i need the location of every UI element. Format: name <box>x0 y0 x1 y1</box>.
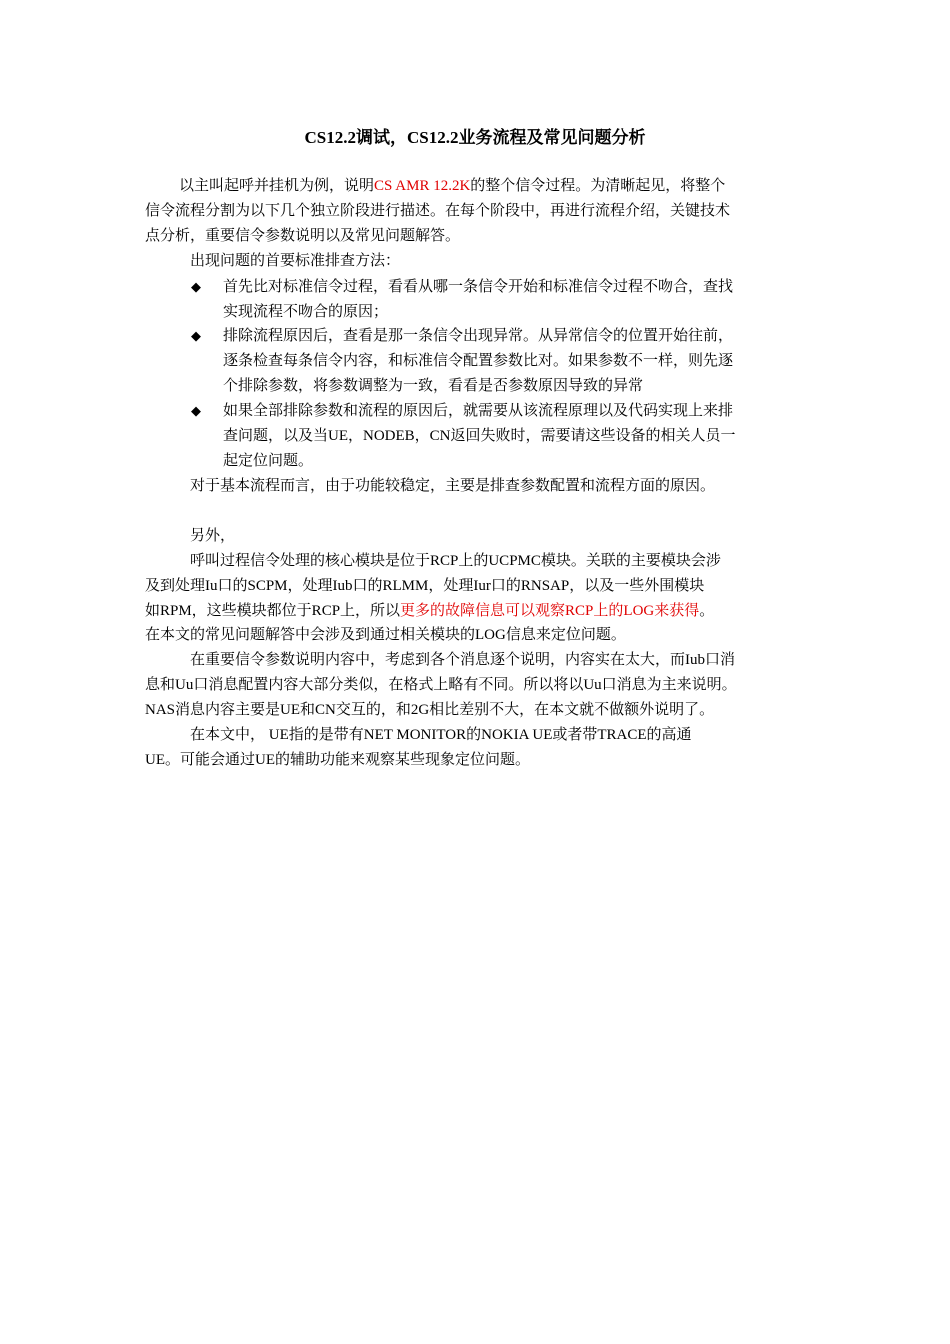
intro-line-3: 点分析，重要信令参数说明以及常见问题解答。 <box>145 228 461 244</box>
bullet-3-line-2: 查问题，以及当UE，NODEB，CN返回失败时，需要请这些设备的相关人员一 <box>223 428 736 444</box>
core-line-2: 及到处理Iu口的SCPM，处理Iub口的RLMM，处理Iur口的RNSAP，以及一些外围模块 <box>145 578 705 594</box>
bullet-2-line-2: 逐条检查每条信令内容，和标准信令配置参数比对。如果参数不一样，则先逐 <box>223 353 734 369</box>
core-line-1: 呼叫过程信令处理的核心模块是位于RCP上的UCPMC模块。关联的主要模块会涉 <box>190 553 721 569</box>
intro-line-2: 信令流程分割为以下几个独立阶段进行描述。在每个阶段中，再进行流程介绍，关键技术 <box>145 203 731 219</box>
params-line-2: 息和Uu口消息配置内容大部分类似，在格式上略有不同。所以将以Uu口消息为主来说明。 <box>145 677 737 693</box>
diamond-bullet-icon: ◆ <box>191 279 201 294</box>
intro-text: 以主叫起呼并挂机为例，说明 <box>179 178 375 194</box>
codec-highlight: CS AMR 12.2K <box>374 178 471 194</box>
ue-line-2: UE。可能会通过UE的辅助功能来观察某些现象定位问题。 <box>145 752 530 768</box>
intro-text: 的整个信令过程。为清晰起见，将整个 <box>470 178 726 194</box>
bullet-3-line-1: 如果全部排除参数和流程的原因后，就需要从该流程原理以及代码实现上来排 <box>223 403 734 419</box>
core-text: 。 <box>699 603 715 619</box>
core-line-4: 在本文的常见问题解答中会涉及到通过相关模块的LOG信息来定位问题。 <box>145 627 626 643</box>
bullet-1-line-2: 实现流程不吻合的原因； <box>223 304 389 320</box>
diamond-bullet-icon: ◆ <box>191 403 201 418</box>
bullet-2-line-3: 个排除参数，将参数调整为一致，看看是否参数原因导致的异常 <box>223 378 644 394</box>
bullet-2-line-1: 排除流程原因后，查看是那一条信令出现异常。从异常信令的位置开始往前， <box>223 328 734 344</box>
params-line-1: 在重要信令参数说明内容中，考虑到各个消息逐个说明，内容实在太大，而Iub口消 <box>190 652 735 668</box>
log-highlight: 更多的故障信息可以观察RCP上的LOG来获得 <box>400 603 700 619</box>
method-heading: 出现问题的首要标准排查方法： <box>190 253 401 269</box>
diamond-bullet-icon: ◆ <box>191 328 201 343</box>
intro-line-1 <box>179 174 725 199</box>
bullet-1-line-1: 首先比对标准信令过程，看看从哪一条信令开始和标准信令过程不吻合，查找 <box>223 279 734 295</box>
bullet-3-line-3: 起定位问题。 <box>223 453 314 469</box>
core-line-3 <box>145 599 714 624</box>
document-title: CS12.2调试，CS12.2业务流程及常见问题分析 <box>304 128 646 147</box>
ue-line-1: 在本文中， UE指的是带有NET MONITOR的NOKIA UE或者带TRACE的高通 <box>190 727 692 743</box>
params-line-3: NAS消息内容主要是UE和CN交互的，和2G相比差别不大，在本文就不做额外说明了。 <box>145 702 715 718</box>
additionally-label: 另外， <box>190 528 236 544</box>
basic-flow-note: 对于基本流程而言，由于功能较稳定，主要是排查参数配置和流程方面的原因。 <box>190 478 716 494</box>
core-text: 如RPM，这些模块都位于RCP上，所以 <box>145 603 401 619</box>
